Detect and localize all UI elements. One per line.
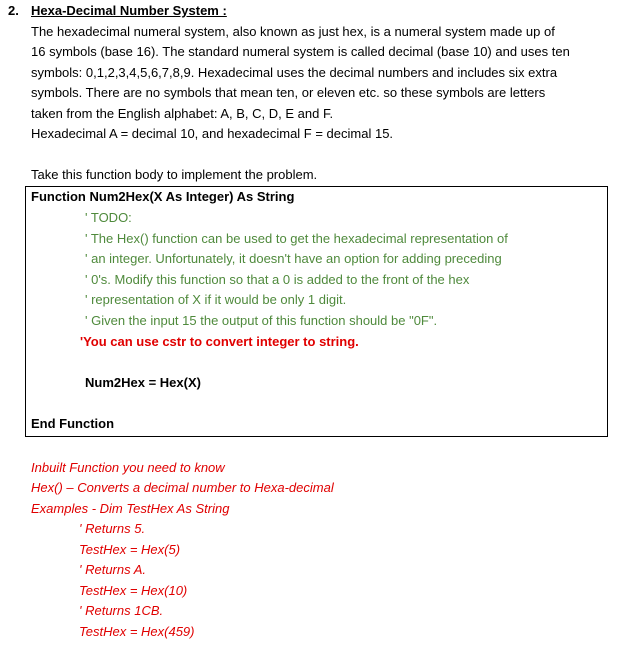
end-function: End Function: [31, 416, 115, 431]
hint-comment: 'You can use cstr to convert integer to string.: [80, 334, 359, 349]
section-heading: Hexa-Decimal Number System :: [31, 3, 227, 18]
paragraph-line: 16 symbols (base 16). The standard numeral system is called decimal (base 10) and uses ten: [31, 44, 570, 59]
paragraph-line: symbols. There are no symbols that mean ten, or eleven etc. so these symbols are letters: [31, 85, 546, 100]
comment-line: ' The Hex() function can be used to get the hexadecimal representation of: [85, 231, 508, 246]
paragraph-line: symbols: 0,1,2,3,4,5,6,7,8,9. Hexadecimal uses the decimal numbers and includes six extra: [31, 65, 558, 80]
comment-line: ' representation of X if it would be only 1 digit.: [85, 292, 347, 307]
paragraph-line: Hexadecimal A = decimal 10, and hexadecimal F = decimal 15.: [31, 126, 394, 141]
paragraph-line: The hexadecimal numeral system, also known as just hex, is a numeral system made up of: [31, 24, 555, 39]
example-line: TestHex = Hex(10): [79, 583, 188, 598]
comment-line: ' Given the input 15 the output of this function should be "0F".: [85, 313, 438, 328]
example-line: ' Returns 1CB.: [79, 603, 164, 618]
example-line: TestHex = Hex(459): [79, 624, 195, 639]
example-line: ' Returns A.: [79, 562, 147, 577]
todo-comment: ' TODO:: [85, 210, 132, 225]
examples-label: Examples - Dim TestHex As String: [31, 501, 230, 516]
function-signature: Function Num2Hex(X As Integer) As String: [31, 189, 295, 204]
example-line: TestHex = Hex(5): [79, 542, 181, 557]
notes-definition: Hex() – Converts a decimal number to Hexa-decimal: [31, 480, 334, 495]
paragraph-line: taken from the English alphabet: A, B, C, D, E and F.: [31, 106, 334, 121]
example-line: ' Returns 5.: [79, 521, 146, 536]
notes-title: Inbuilt Function you need to know: [31, 460, 225, 475]
instruction-text: Take this function body to implement the problem.: [31, 167, 318, 182]
section-number: 2.: [8, 3, 19, 18]
comment-line: ' 0's. Modify this function so that a 0 is added to the front of the hex: [85, 272, 470, 287]
function-body: Num2Hex = Hex(X): [85, 375, 201, 390]
comment-line: ' an integer. Unfortunately, it doesn't have an option for adding preceding: [85, 251, 502, 266]
